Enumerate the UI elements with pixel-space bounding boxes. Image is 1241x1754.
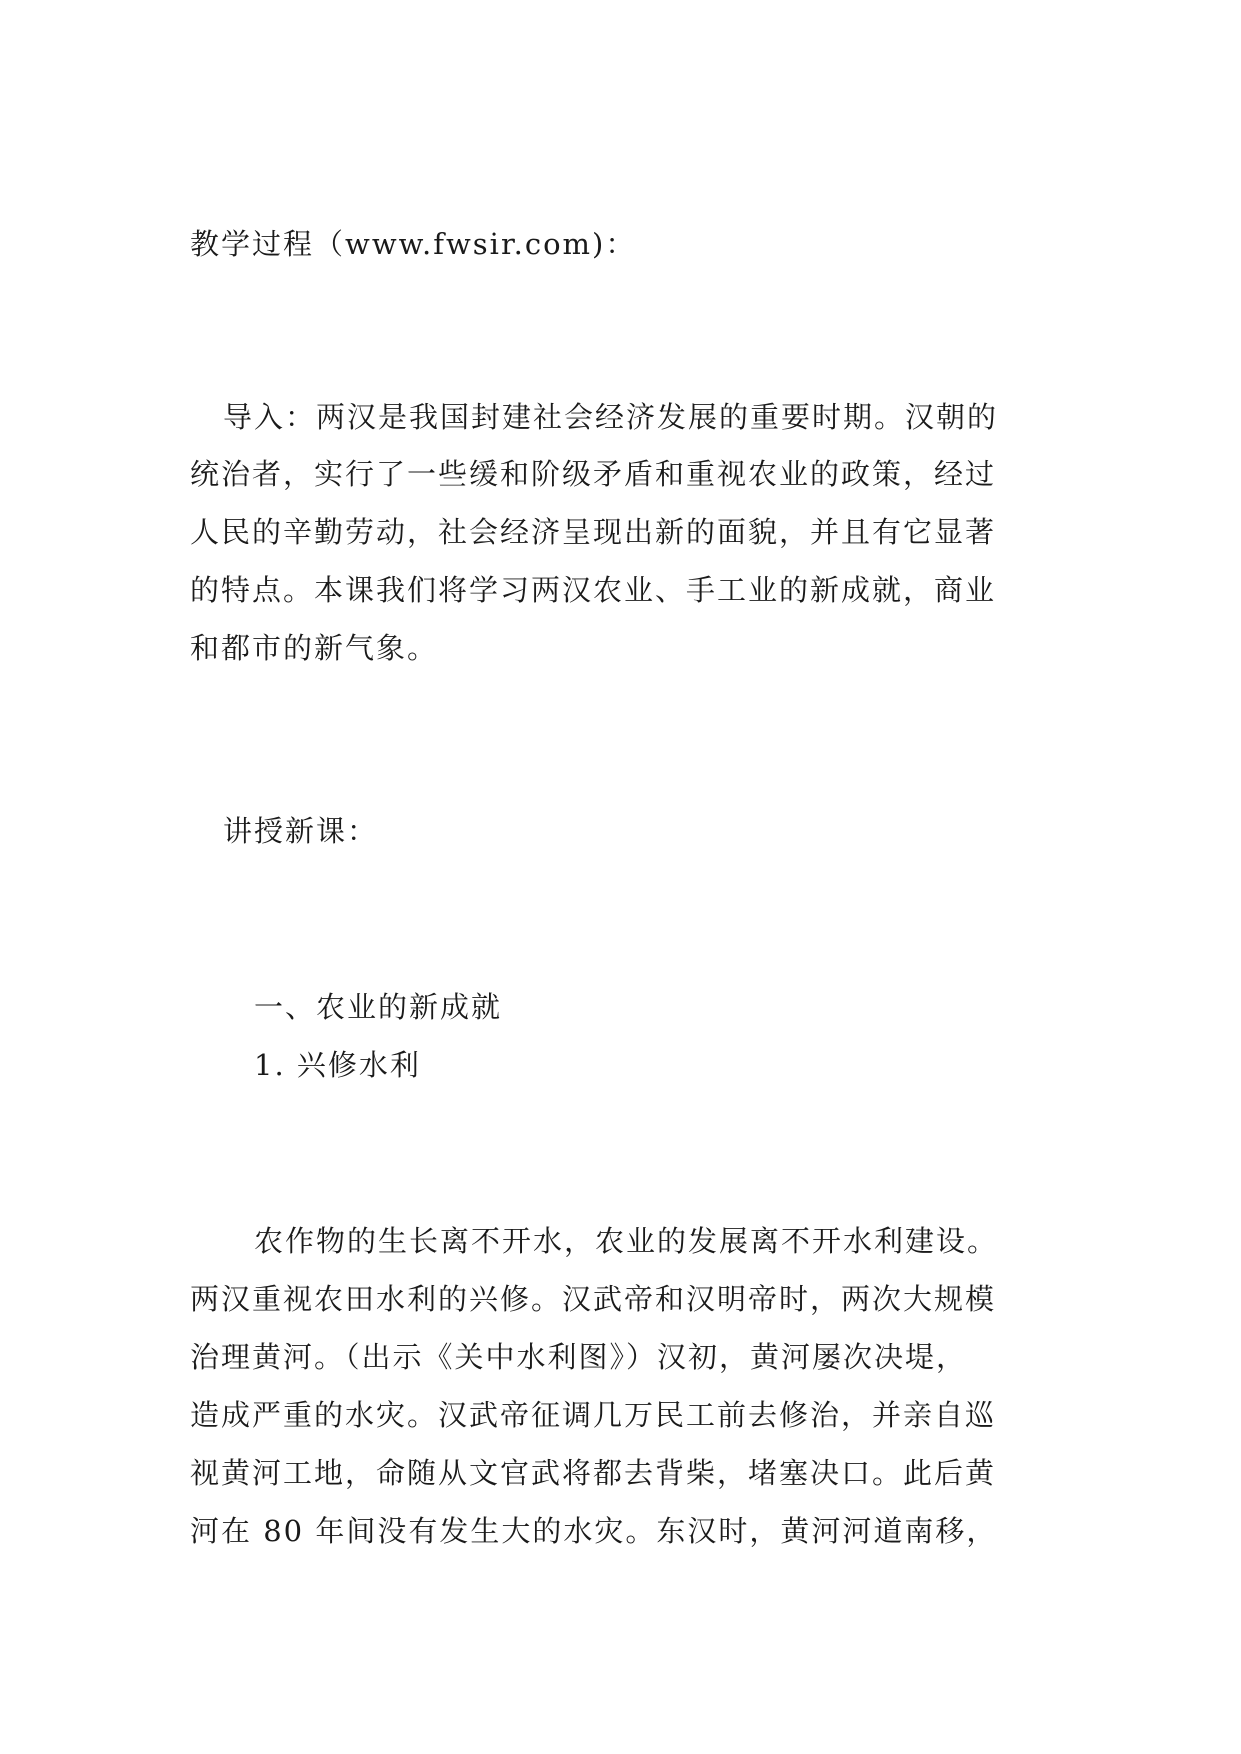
paragraph-line: 河在 80 年间没有发生大的水灾。东汉时，黄河河道南移， xyxy=(190,1514,998,1548)
intro-line: 和都市的新气象。 xyxy=(190,631,439,665)
intro-line: 的特点。本课我们将学习两汉农业、手工业的新成就，商业 xyxy=(190,573,997,607)
section-title: 教学过程（www.fwsir.com)： xyxy=(190,227,637,261)
intro-line: 导入：两汉是我国封建社会经济发展的重要时期。汉朝的 xyxy=(223,400,999,434)
intro-line: 统治者，实行了一些缓和阶级矛盾和重视农业的政策，经过 xyxy=(190,457,997,491)
intro-line: 人民的辛勤劳动，社会经济呈现出新的面貌，并且有它显著 xyxy=(190,515,997,549)
subsection-heading: 1. 兴修水利 xyxy=(254,1048,421,1082)
paragraph-line: 视黄河工地，命随从文官武将都去背柴，堵塞决口。此后黄 xyxy=(190,1456,997,1490)
paragraph-line: 治理黄河。（出示《关中水利图》）汉初，黄河屡次决堤， xyxy=(190,1340,968,1374)
paragraph-line: 农作物的生长离不开水，农业的发展离不开水利建设。 xyxy=(254,1224,999,1258)
new-lesson-heading: 讲授新课： xyxy=(223,814,379,848)
section-heading: 一、农业的新成就 xyxy=(254,990,503,1024)
paragraph-line: 两汉重视农田水利的兴修。汉武帝和汉明帝时，两次大规模 xyxy=(190,1282,997,1316)
paragraph-line: 造成严重的水灾。汉武帝征调几万民工前去修治，并亲自巡 xyxy=(190,1398,997,1432)
